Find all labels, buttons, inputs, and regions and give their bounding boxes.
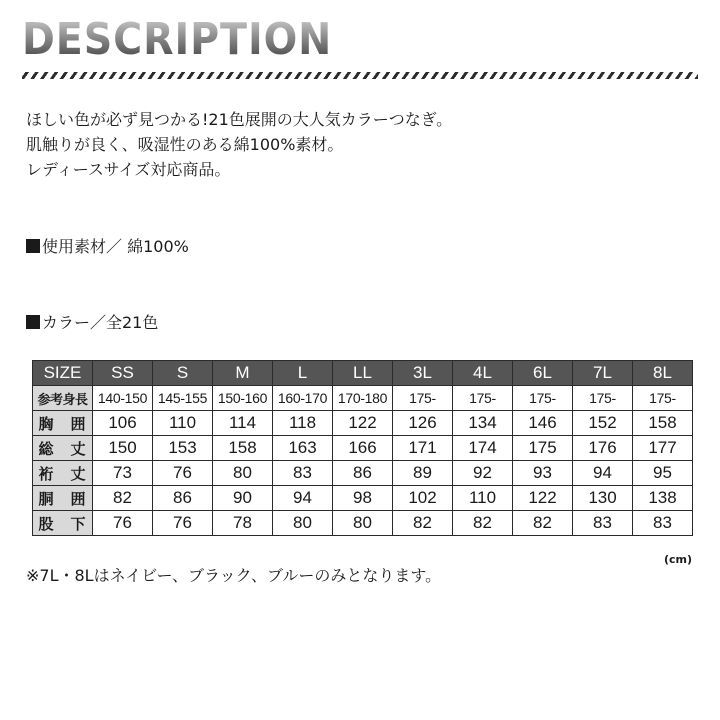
- table-cell: 175-: [573, 386, 633, 411]
- size-header-cell: M: [213, 361, 273, 386]
- table-cell: 150-160: [213, 386, 273, 411]
- table-cell: 82: [93, 486, 153, 511]
- table-cell: 145-155: [153, 386, 213, 411]
- table-cell: 76: [93, 511, 153, 536]
- table-cell: 175-: [453, 386, 513, 411]
- table-row: [33, 511, 693, 536]
- description-line: ほしい色が必ず見つかる!21色展開の大人気カラーつなぎ。: [26, 110, 453, 129]
- table-cell: 146: [513, 411, 573, 436]
- table-cell: 126: [393, 411, 453, 436]
- table-row: [33, 386, 693, 411]
- table-row: [33, 486, 693, 511]
- material-spec: [26, 236, 189, 258]
- size-header-cell: S: [153, 361, 213, 386]
- size-header-cell: SS: [93, 361, 153, 386]
- table-cell: 86: [153, 486, 213, 511]
- table-row: [33, 411, 693, 436]
- table-cell: 140-150: [93, 386, 153, 411]
- table-cell: 78: [213, 511, 273, 536]
- table-cell: 114: [213, 411, 273, 436]
- table-cell: 110: [453, 486, 513, 511]
- section-heading: DESCRIPTION: [22, 14, 333, 65]
- row-label: 総 丈: [33, 436, 93, 461]
- table-cell: 94: [573, 461, 633, 486]
- table-cell: 80: [213, 461, 273, 486]
- square-bullet-icon: [26, 239, 40, 253]
- size-header-cell: 4L: [453, 361, 513, 386]
- hatched-divider: [22, 72, 698, 79]
- table-cell: 106: [93, 411, 153, 436]
- size-header-cell: 7L: [573, 361, 633, 386]
- row-label: 裄 丈: [33, 461, 93, 486]
- table-row: [33, 436, 693, 461]
- table-cell: 102: [393, 486, 453, 511]
- material-text: 使用素材／ 綿100%: [42, 237, 189, 256]
- table-cell: 122: [513, 486, 573, 511]
- table-cell: 73: [93, 461, 153, 486]
- table-cell: 83: [273, 461, 333, 486]
- table-cell: 83: [633, 511, 693, 536]
- table-cell: 80: [333, 511, 393, 536]
- table-cell: 86: [333, 461, 393, 486]
- row-label: 胴 囲: [33, 486, 93, 511]
- table-cell: 175-: [393, 386, 453, 411]
- table-cell: 175: [513, 436, 573, 461]
- size-header-cell: 8L: [633, 361, 693, 386]
- table-cell: 134: [453, 411, 513, 436]
- row-label: 股 下: [33, 511, 93, 536]
- table-cell: 90: [213, 486, 273, 511]
- table-cell: 118: [273, 411, 333, 436]
- table-cell: 110: [153, 411, 213, 436]
- table-cell: 138: [633, 486, 693, 511]
- table-cell: 130: [573, 486, 633, 511]
- row-label: 胸 囲: [33, 411, 93, 436]
- size-header-cell: L: [273, 361, 333, 386]
- table-cell: 122: [333, 411, 393, 436]
- table-cell: 170-180: [333, 386, 393, 411]
- size-header-cell: LL: [333, 361, 393, 386]
- table-cell: 82: [453, 511, 513, 536]
- table-cell: 176: [573, 436, 633, 461]
- description-line: レディースサイズ対応商品。: [26, 160, 231, 179]
- table-cell: 163: [273, 436, 333, 461]
- table-cell: 82: [393, 511, 453, 536]
- color-text: カラー／全21色: [42, 313, 159, 332]
- table-cell: 175-: [633, 386, 693, 411]
- table-cell: 93: [513, 461, 573, 486]
- table-cell: 171: [393, 436, 453, 461]
- table-cell: 76: [153, 511, 213, 536]
- table-cell: 153: [153, 436, 213, 461]
- square-bullet-icon: [26, 315, 40, 329]
- table-cell: 95: [633, 461, 693, 486]
- unit-label: (cm): [664, 553, 693, 566]
- table-cell: 94: [273, 486, 333, 511]
- table-cell: 152: [573, 411, 633, 436]
- table-cell: 150: [93, 436, 153, 461]
- size-header-label: SIZE: [33, 361, 93, 386]
- table-cell: 166: [333, 436, 393, 461]
- table-cell: 160-170: [273, 386, 333, 411]
- table-cell: 80: [273, 511, 333, 536]
- color-availability-note: ※7L・8Lはネイビー、ブラック、ブルーのみとなります。: [26, 566, 442, 585]
- table-cell: 158: [633, 411, 693, 436]
- table-cell: 76: [153, 461, 213, 486]
- table-cell: 174: [453, 436, 513, 461]
- size-header-cell: 3L: [393, 361, 453, 386]
- table-cell: 83: [573, 511, 633, 536]
- size-chart-table: [32, 360, 693, 536]
- row-label: 参考身長: [33, 386, 93, 411]
- color-spec: [26, 312, 158, 334]
- size-header-row: [33, 361, 693, 386]
- table-cell: 89: [393, 461, 453, 486]
- size-header-cell: 6L: [513, 361, 573, 386]
- table-cell: 92: [453, 461, 513, 486]
- product-description: [26, 107, 452, 182]
- table-row: [33, 461, 693, 486]
- table-cell: 175-: [513, 386, 573, 411]
- table-cell: 98: [333, 486, 393, 511]
- table-cell: 82: [513, 511, 573, 536]
- table-cell: 158: [213, 436, 273, 461]
- description-line: 肌触りが良く、吸湿性のある綿100%素材。: [26, 135, 344, 154]
- table-cell: 177: [633, 436, 693, 461]
